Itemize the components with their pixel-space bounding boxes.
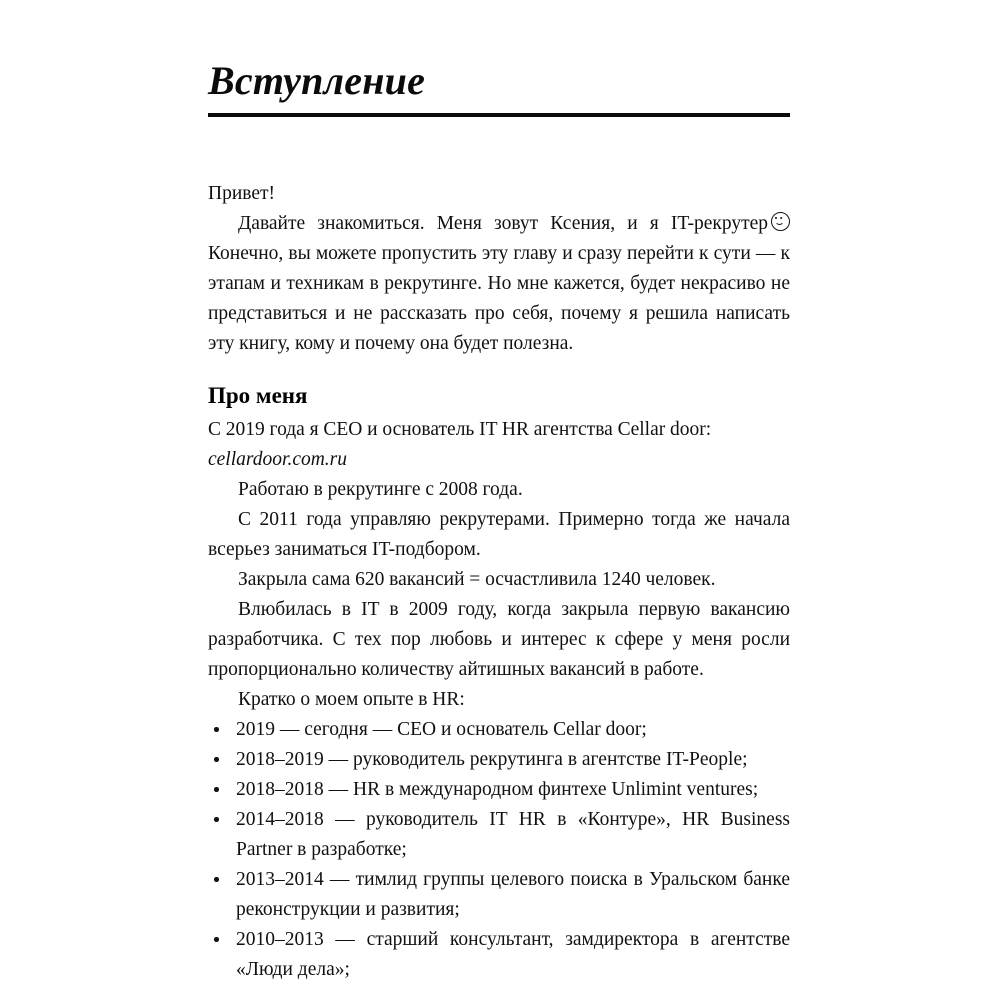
- website-line: cellardoor.com.ru: [208, 449, 348, 470]
- list-item-label: 2019 — сегодня — CEO и основатель Cellar door;: [236, 719, 647, 740]
- list-item-label: 2014–2018 — руководитель IT HR в «Контуре», HR Business Partner в разработке;: [236, 809, 790, 860]
- section-heading-about-me: Про меня: [208, 383, 308, 408]
- list-item: [212, 805, 790, 865]
- bullet-icon: [214, 787, 219, 792]
- bullet-icon: [214, 877, 219, 882]
- list-item: [212, 715, 790, 745]
- intro-paragraph-first-sentence: Давайте знакомиться. Меня зовут Ксения, и я IT-рекрутер: [238, 213, 768, 234]
- body-text-block: [208, 179, 790, 985]
- list-item-label: 2010–2013 — старший консультант, замдиректора в агентстве «Люди дела»;: [236, 929, 790, 980]
- love-it-paragraph: Влюбилась в IT в 2009 году, когда закрыла первую вакансию разработчика. С тех пор любовь и интерес к сфере у меня росли пропорционально количеству айтишных вакансий в работе.: [208, 599, 790, 680]
- list-item-label: 2013–2014 — тимлид группы целевого поиска в Уральском банке реконструкции и развития;: [236, 869, 790, 920]
- list-item-label: 2018–2018 — HR в международном финтехе Unlimint ventures;: [236, 779, 759, 800]
- intro-paragraph-rest: Конечно, вы можете пропустить эту главу и сразу перейти к сути — к этапам и техникам в рекрутинге. Но мне кажется, будет некрасиво не представиться и не рассказать про себя, почему я решила написать эту книгу, кому и почему она будет полезна.: [208, 243, 790, 354]
- greeting-paragraph: Привет!: [208, 183, 276, 204]
- list-item: [212, 775, 790, 805]
- list-item: [212, 865, 790, 925]
- managing-recruiters-paragraph: С 2011 года управляю рекрутерами. Примерно тогда же начала всерьез заниматься IT-подбором.: [208, 509, 790, 560]
- intro-paragraph: [208, 209, 790, 359]
- experience-lead-in: Кратко о моем опыте в HR:: [238, 689, 465, 710]
- list-item: [212, 745, 790, 775]
- list-item-label: 2018–2019 — руководитель рекрутинга в агентстве IT-People;: [236, 749, 748, 770]
- bullet-icon: [214, 937, 219, 942]
- ceo-line: С 2019 года я CEO и основатель IT HR агентства Cellar door:: [208, 419, 712, 440]
- closed-vacancies-paragraph: Закрыла сама 620 вакансий = осчастливила 1240 человек.: [238, 569, 716, 590]
- recruiting-since-paragraph: Работаю в рекрутинге с 2008 года.: [238, 479, 523, 500]
- smiley-face-icon: [771, 212, 790, 231]
- title-divider-rule: [208, 113, 790, 117]
- bullet-icon: [214, 757, 219, 762]
- content-column: [208, 0, 790, 985]
- list-item: [212, 925, 790, 985]
- chapter-title: Вступление: [208, 58, 426, 103]
- experience-list: [208, 715, 790, 985]
- bullet-icon: [214, 817, 219, 822]
- bullet-icon: [214, 727, 219, 732]
